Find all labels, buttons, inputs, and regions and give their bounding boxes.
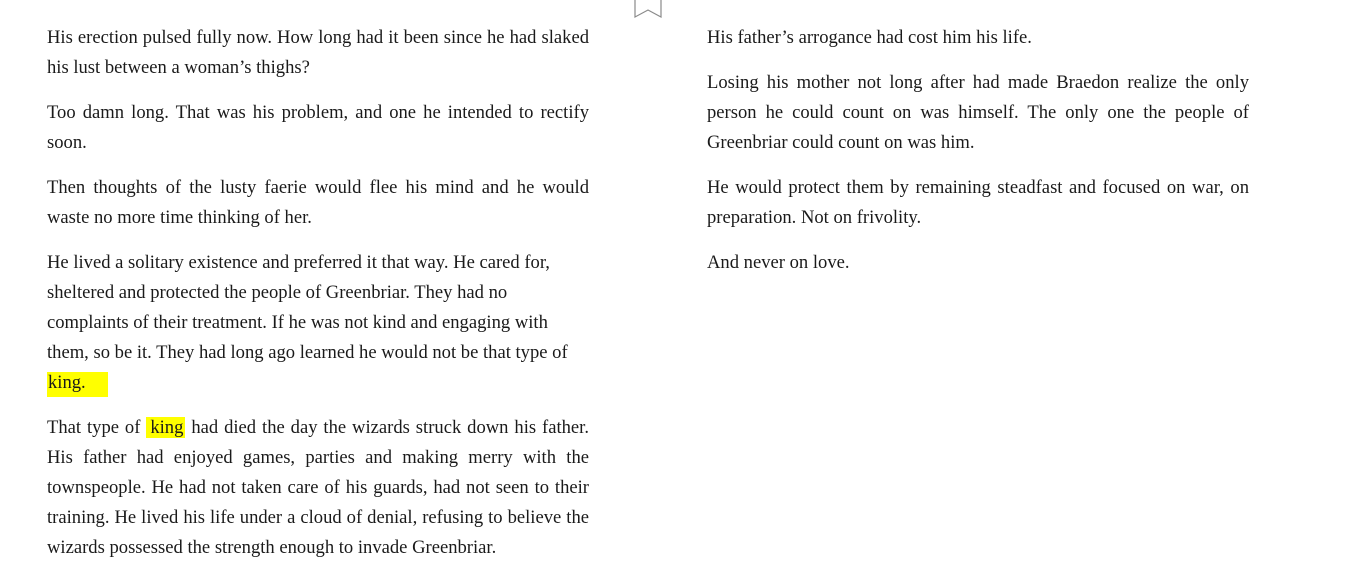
paragraph-text[interactable]: That type of <box>47 417 141 438</box>
highlighted-word[interactable]: king. <box>47 372 108 397</box>
paragraph-text[interactable]: He lived a solitary existence and preferred it that way. He cared for, sheltered and protected the people of Greenbriar. They had no complaints of their treatment. If he was not kind and engaging with them, so be it. They had long ago learned he would not be that type of <box>47 252 568 363</box>
paragraph[interactable]: Then thoughts of the lusty faerie would flee his mind and he would waste no more time thinking of her. <box>47 177 589 228</box>
paragraph-text[interactable]: had died the day the wizards struck down his father. His father had enjoyed games, parties and making merry with the townspeople. He had not taken care of his guards, had not seen to their training. He lived his life under a cloud of denial, refusing to believe the wizards possessed the strength enough to invade Greenbriar. <box>47 417 589 558</box>
paragraph[interactable]: Losing his mother not long after had made Braedon realize the only person he could count on was himself. The only one the people of Greenbriar could count on was him. <box>707 72 1249 153</box>
paragraph[interactable]: And never on love. <box>707 252 850 273</box>
paragraph[interactable]: His erection pulsed fully now. How long had it been since he had slaked his lust between a woman’s thighs? <box>47 27 589 78</box>
highlighted-word[interactable]: king <box>146 417 185 438</box>
right-text-column <box>707 23 1249 293</box>
left-text-column <box>47 23 589 573</box>
bookmark-icon[interactable] <box>634 0 662 20</box>
paragraph[interactable]: His father’s arrogance had cost him his life. <box>707 27 1032 48</box>
paragraph[interactable]: He would protect them by remaining steadfast and focused on war, on preparation. Not on frivolity. <box>707 177 1249 228</box>
paragraph[interactable]: Too damn long. That was his problem, and one he intended to rectify soon. <box>47 102 589 153</box>
paragraph[interactable] <box>47 248 589 398</box>
paragraph[interactable] <box>47 413 589 563</box>
